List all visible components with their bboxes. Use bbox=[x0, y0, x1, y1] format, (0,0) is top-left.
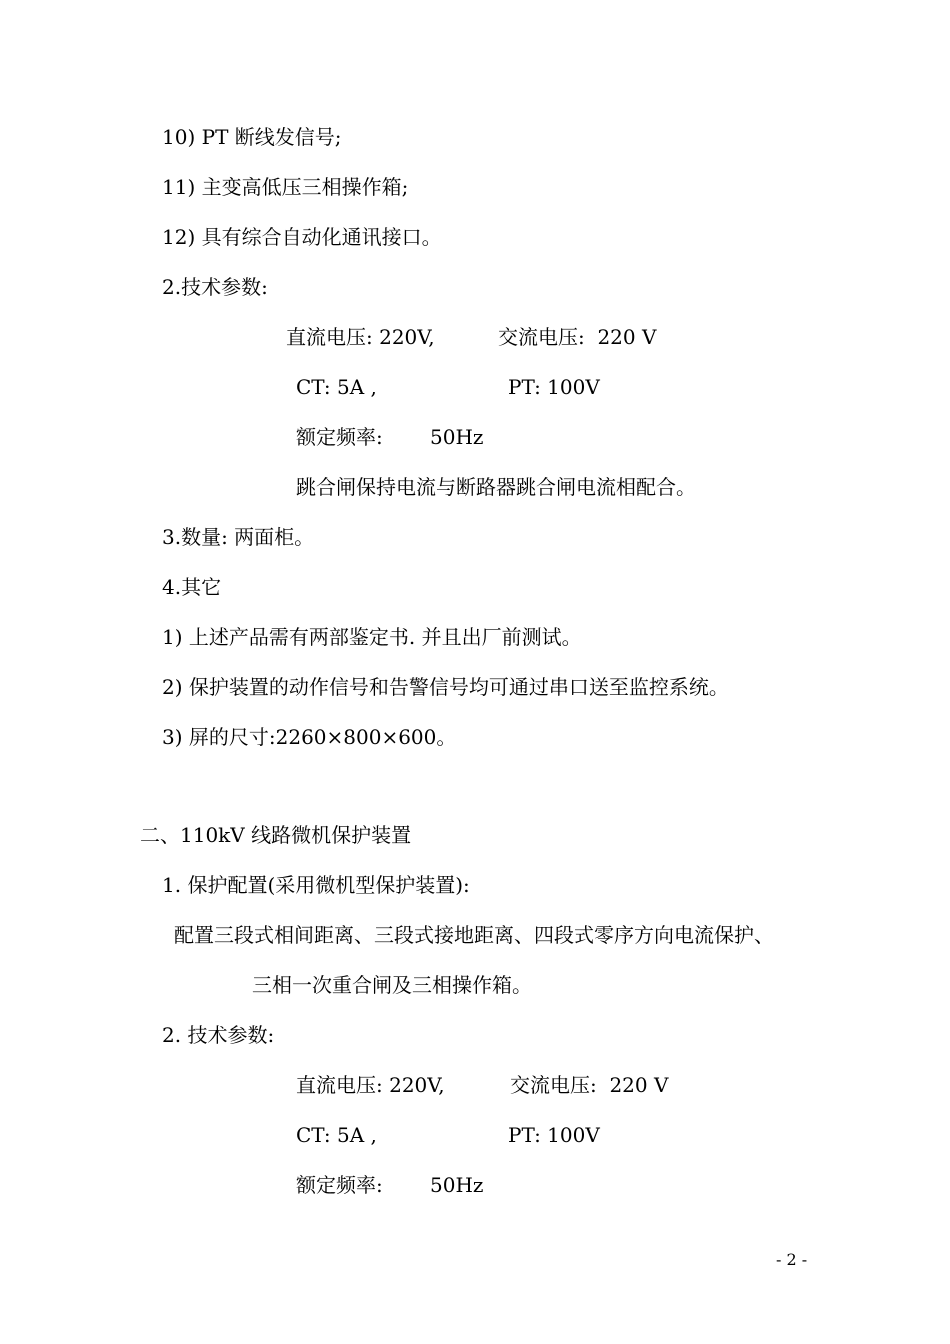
params-heading: 2.技术参数: bbox=[162, 275, 268, 299]
params-row-frequency bbox=[0, 424, 950, 450]
ac-voltage: 交流电压: 220 V bbox=[498, 325, 657, 349]
config-text: 配置三段式相间距离、三段式接地距离、四段式零序方向电流保护、 bbox=[174, 923, 774, 947]
dc-voltage: 直流电压: 220V, bbox=[296, 1073, 445, 1097]
params-row-frequency bbox=[0, 1172, 950, 1198]
ct-value: CT: 5A , bbox=[296, 1123, 377, 1147]
params-row-ct-pt bbox=[0, 1122, 950, 1148]
config-text: 三相一次重合闸及三相操作箱。 bbox=[252, 973, 532, 997]
frequency-value: 50Hz bbox=[430, 425, 484, 449]
section-heading: 二、110kV 线路微机保护装置 bbox=[140, 823, 412, 847]
params-row-voltage bbox=[0, 324, 950, 350]
other-heading: 4.其它 bbox=[162, 575, 222, 599]
frequency-label: 额定频率: bbox=[296, 425, 383, 449]
page-number: - 2 - bbox=[776, 1250, 808, 1269]
frequency-value: 50Hz bbox=[430, 1173, 484, 1197]
dc-voltage: 直流电压: 220V, bbox=[286, 325, 435, 349]
quantity: 3.数量: 两面柜。 bbox=[162, 525, 315, 549]
ct-value: CT: 5A , bbox=[296, 375, 377, 399]
params-heading: 2. 技术参数: bbox=[162, 1023, 275, 1047]
list-item: 11) 主变高低压三相操作箱; bbox=[162, 175, 409, 199]
list-item: 12) 具有综合自动化通讯接口。 bbox=[162, 225, 442, 249]
pt-value: PT: 100V bbox=[508, 1123, 600, 1147]
params-row-ct-pt bbox=[0, 374, 950, 400]
list-item: 1) 上述产品需有两部鉴定书. 并且出厂前测试。 bbox=[162, 625, 582, 649]
config-heading: 1. 保护配置(采用微机型保护装置): bbox=[162, 873, 470, 897]
pt-value: PT: 100V bbox=[508, 375, 600, 399]
params-note: 跳合闸保持电流与断路器跳合闸电流相配合。 bbox=[296, 475, 696, 499]
list-item: 10) PT 断线发信号; bbox=[162, 125, 342, 149]
list-item: 2) 保护装置的动作信号和告警信号均可通过串口送至监控系统。 bbox=[162, 675, 729, 699]
list-item: 3) 屏的尺寸:2260×800×600。 bbox=[162, 725, 457, 749]
frequency-label: 额定频率: bbox=[296, 1173, 383, 1197]
ac-voltage: 交流电压: 220 V bbox=[510, 1073, 669, 1097]
params-row-voltage bbox=[0, 1072, 950, 1098]
